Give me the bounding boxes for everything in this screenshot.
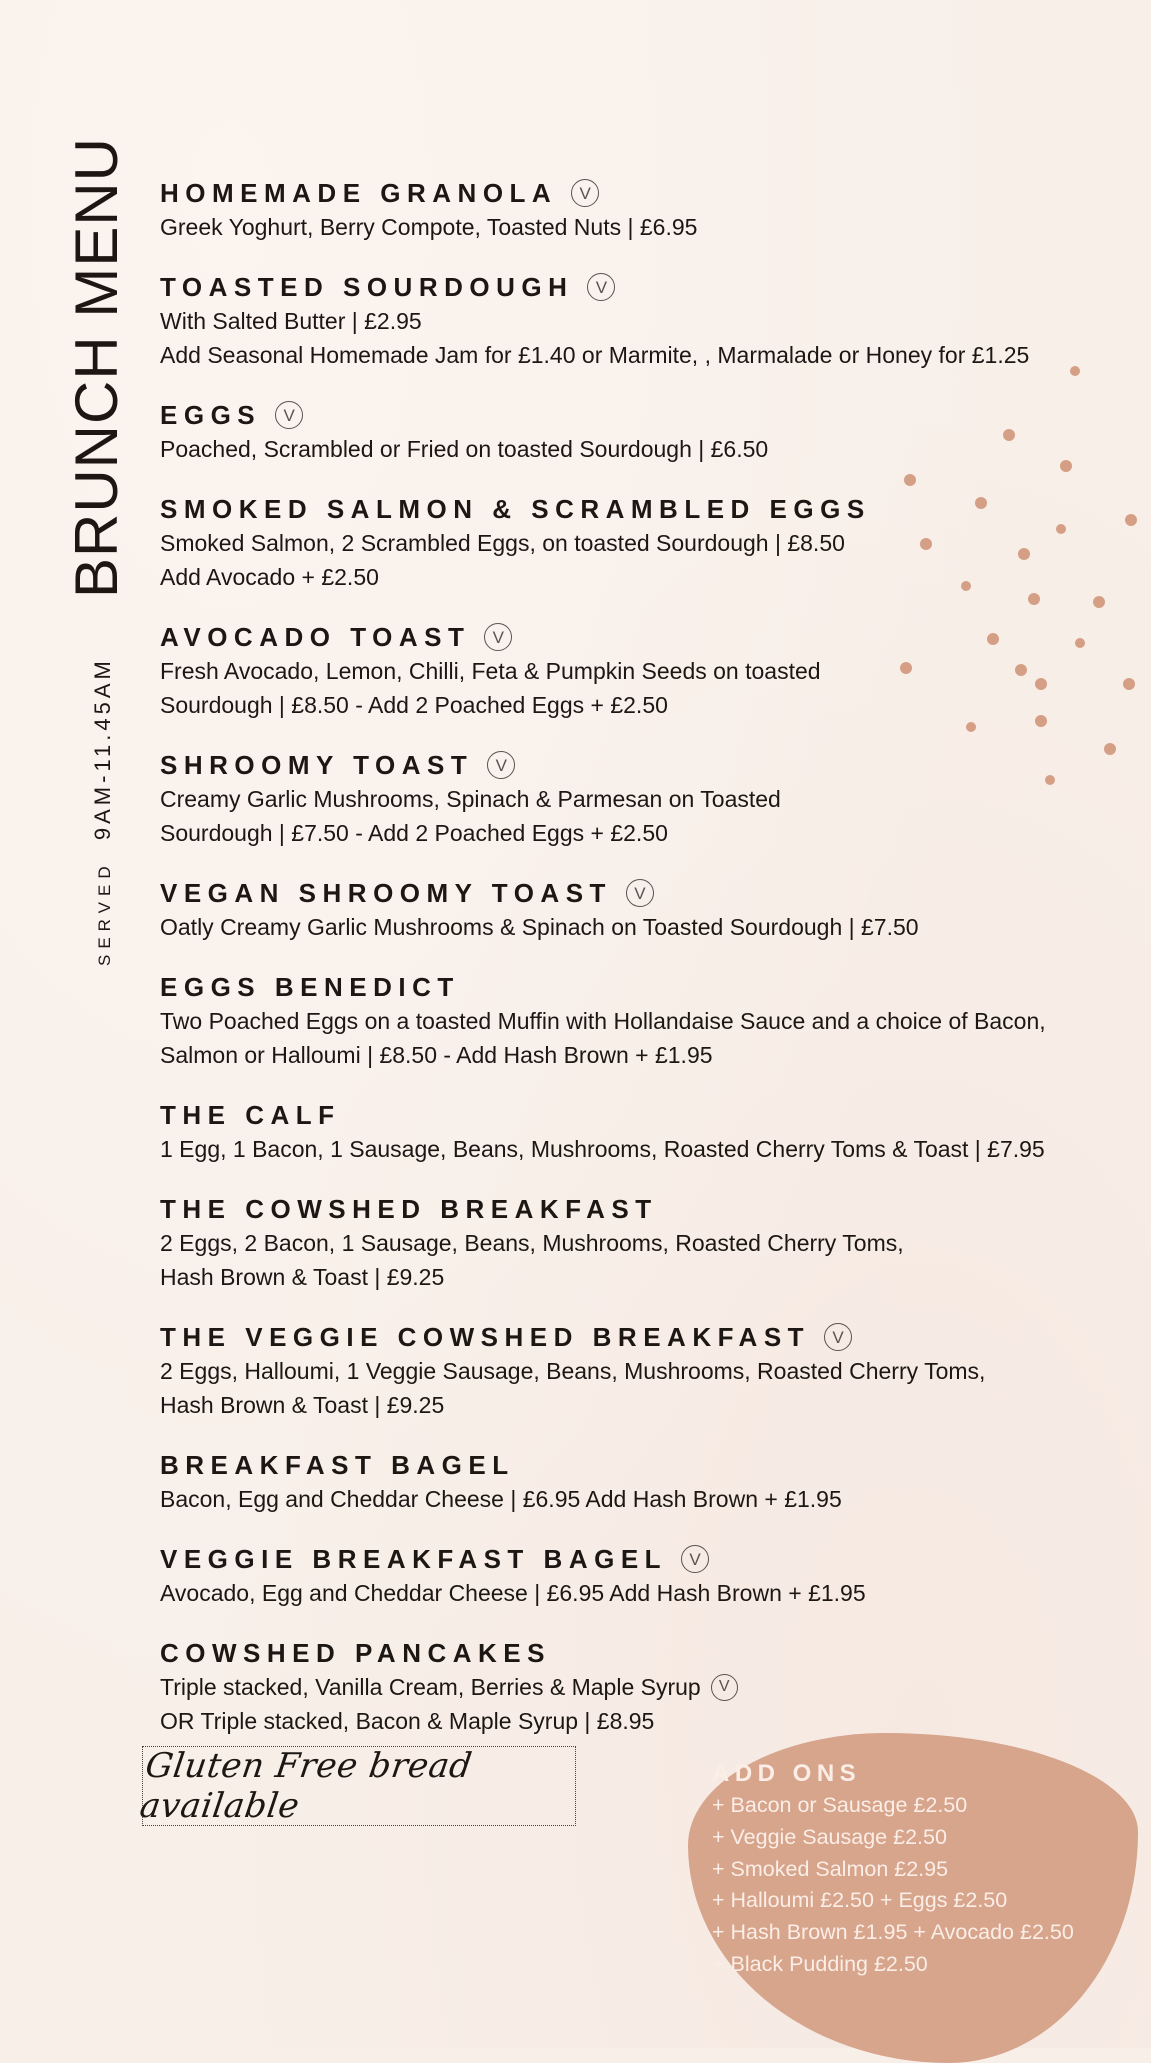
menu-item-title [160,176,1090,210]
dot [987,633,999,645]
description-text: OR Triple stacked, Bacon & Maple Syrup | £8.95 [160,1708,655,1734]
menu-item-name: THE CALF [160,1100,341,1130]
menu-item-title [160,1636,1090,1670]
hours-label: 9AM-11.45AM [90,657,115,841]
addon-item: + Bacon or Sausage £2.50 [712,1793,968,1817]
description-text: Add Avocado + £2.50 [160,564,379,590]
description-text: Sourdough | £8.50 - Add 2 Poached Eggs + £2.50 [160,692,668,718]
menu-item-name: SMOKED SALMON & SCRAMBLED EGGS [160,494,871,524]
description-text: Sourdough | £7.50 - Add 2 Poached Eggs + £2.50 [160,820,668,846]
vegetarian-icon: V [487,751,515,779]
dot [900,662,912,674]
menu-item-title [160,1448,1090,1482]
gluten-free-text: Gluten Free bread available [137,1746,475,1826]
decorative-dots [880,360,1140,800]
serving-hours [90,657,116,966]
menu-item [160,876,1090,944]
menu-item-title [160,1192,1090,1226]
addons-title: ADD ONS [712,1760,862,1787]
dot [1035,678,1047,690]
menu-item-name: EGGS BENEDICT [160,972,460,1002]
description-text: Add Seasonal Homemade Jam for £1.40 or Marmite, , Marmalade or Honey for £1.25 [160,342,1030,368]
menu-item [160,1542,1090,1610]
description-text: Hash Brown & Toast | £9.25 [160,1392,445,1418]
menu-item-description [160,304,1090,338]
addon-item: + Smoked Salmon £2.95 [712,1856,949,1881]
description-text: With Salted Butter | £2.95 [160,308,422,334]
menu-item-name: AVOCADO TOAST [160,622,471,652]
menu-item-title [160,1320,1090,1354]
addon-item: + Veggie Sausage £2.50 [712,1824,947,1849]
menu-item-description [160,1132,1090,1166]
dot [1003,429,1015,441]
menu-item [160,270,1090,372]
vegetarian-icon: V [484,623,512,651]
description-text: Poached, Scrambled or Fried on toasted Sourdough | £6.50 [160,436,769,462]
vegetarian-icon: V [626,879,654,907]
vegetarian-icon: V [275,401,303,429]
vegetarian-icon: V [824,1323,852,1351]
description-text: 2 Eggs, 2 Bacon, 1 Sausage, Beans, Mushrooms, Roasted Cherry Toms, [160,1230,904,1256]
menu-item [160,176,1090,244]
menu-item-title [160,270,1090,304]
menu-item [160,1320,1090,1422]
menu-item [160,1636,1090,1738]
menu-item-description [160,910,1090,944]
menu-item-name: COWSHED PANCAKES [160,1638,551,1668]
menu-item-description [160,1226,1090,1260]
dot [1123,678,1135,690]
description-text: Greek Yoghurt, Berry Compote, Toasted Nuts | £6.95 [160,214,698,240]
menu-item-title [160,876,1090,910]
dot [904,474,916,486]
menu-item-description [160,1004,1090,1038]
menu-item [160,1192,1090,1294]
addon-item: + Black Pudding £2.50 [712,1951,928,1976]
menu-item-name: THE VEGGIE COWSHED BREAKFAST [160,1322,811,1352]
dot [1104,743,1116,755]
description-text: Smoked Salmon, 2 Scrambled Eggs, on toasted Sourdough | £8.50 [160,530,845,556]
description-text: 2 Eggs, Halloumi, 1 Veggie Sausage, Beans, Mushrooms, Roasted Cherry Toms, [160,1358,986,1384]
menu-item-name: SHROOMY TOAST [160,750,474,780]
description-text: Avocado, Egg and Cheddar Cheese | £6.95 Add Hash Brown + £1.95 [160,1580,866,1606]
vegetarian-icon: V [711,1674,738,1701]
dot [1125,514,1137,526]
description-text: 1 Egg, 1 Bacon, 1 Sausage, Beans, Mushrooms, Roasted Cherry Toms & Toast | £7.95 [160,1136,1045,1162]
menu-item-description [160,816,1090,850]
dot [1035,715,1047,727]
gluten-free-note [137,1746,576,1826]
menu-item-title [160,970,1090,1004]
menu-item-description [160,1354,1090,1388]
addons-panel [712,1758,1074,1981]
menu-item-description [160,210,1090,244]
description-text: Hash Brown & Toast | £9.25 [160,1264,445,1290]
dot [961,581,971,591]
dot [1056,524,1066,534]
dot [966,722,976,732]
dot [1093,596,1105,608]
addon-item: + Hash Brown £1.95 + Avocado £2.50 [712,1920,1074,1945]
menu-item [160,1448,1090,1516]
menu-item-title [160,1098,1090,1132]
menu-item [160,1098,1090,1166]
menu-item-description [160,1704,1090,1738]
menu-item [160,970,1090,1072]
description-text: Two Poached Eggs on a toasted Muffin with Hollandaise Sauce and a choice of Bacon, [160,1008,1046,1034]
menu-item-description [160,1260,1090,1294]
menu-item-name: VEGGIE BREAKFAST BAGEL [160,1544,668,1574]
menu-item-description [160,1576,1090,1610]
description-text: Oatly Creamy Garlic Mushrooms & Spinach on Toasted Sourdough | £7.50 [160,914,919,940]
vegetarian-icon: V [681,1545,709,1573]
menu-item-name: TOASTED SOURDOUGH [160,272,574,302]
menu-item-description [160,1038,1090,1072]
vegetarian-icon: V [571,179,599,207]
served-label: SERVED [95,860,114,966]
vegetarian-icon: V [587,273,615,301]
addon-item: + Halloumi £2.50 + Eggs £2.50 [712,1888,1008,1913]
description-text: Creamy Garlic Mushrooms, Spinach & Parmesan on Toasted [160,786,781,812]
menu-item-description [160,1670,1090,1704]
menu-item-description [160,1388,1090,1422]
menu-item-name: VEGAN SHROOMY TOAST [160,878,612,908]
menu-item-name: EGGS [160,400,262,430]
menu-item-title [160,1542,1090,1576]
menu-item-name: HOMEMADE GRANOLA [160,178,558,208]
menu-item-name: THE COWSHED BREAKFAST [160,1194,658,1224]
dot [1028,593,1040,605]
dot [1045,775,1055,785]
description-text: Bacon, Egg and Cheddar Cheese | £6.95 Add Hash Brown + £1.95 [160,1486,842,1512]
dot [920,538,932,550]
description-text: Salmon or Halloumi | £8.50 - Add Hash Brown + £1.95 [160,1042,713,1068]
dot [1070,366,1080,376]
menu-item-name: BREAKFAST BAGEL [160,1450,515,1480]
description-text: Fresh Avocado, Lemon, Chilli, Feta & Pumpkin Seeds on toasted [160,658,821,684]
dot [1015,664,1027,676]
dot [975,497,987,509]
dot [1075,638,1085,648]
menu-item-description [160,1482,1090,1516]
dot [1018,548,1030,560]
menu-title: BRUNCH MENU [63,137,130,598]
description-text: Triple stacked, Vanilla Cream, Berries & Maple Syrup [160,1674,701,1700]
dot [1060,460,1072,472]
